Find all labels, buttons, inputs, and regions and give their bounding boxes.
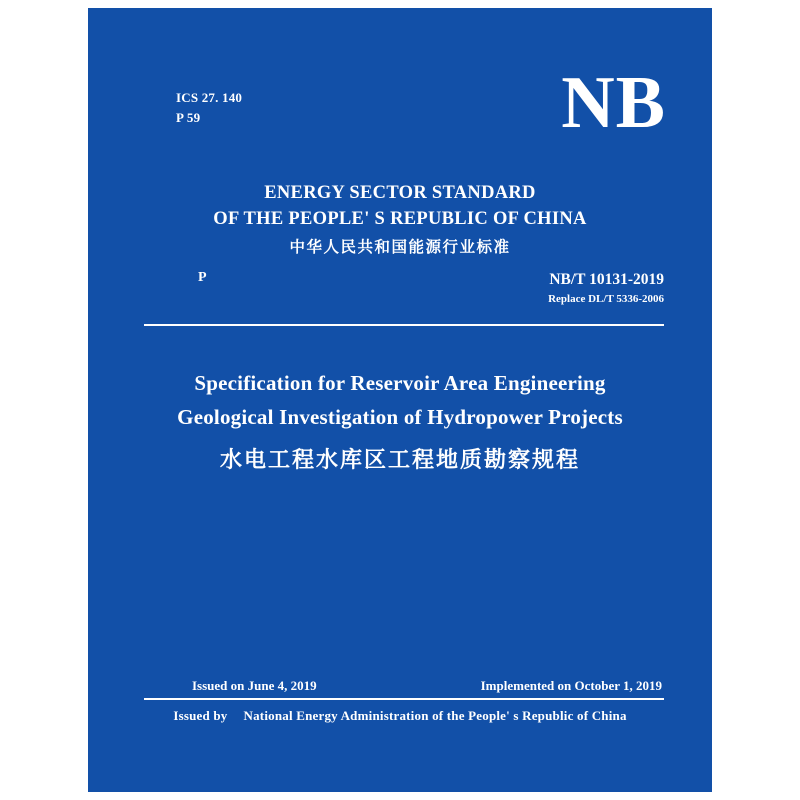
divider-top	[144, 324, 664, 326]
p-mark: P	[198, 270, 207, 285]
standard-number: NB/T 10131-2019	[549, 271, 664, 288]
issuer-row	[88, 708, 712, 724]
standard-cover	[88, 8, 712, 792]
standard-code-row	[88, 270, 712, 320]
document-title	[128, 366, 672, 484]
standard-header-chinese: 中华人民共和国能源行业标准	[289, 238, 511, 256]
title-english-line2: Geological Investigation of Hydropower Projects	[177, 405, 623, 429]
issuing-organization: National Energy Administration of the People' s Republic of China	[243, 708, 627, 723]
issued-by-label: Issued by	[173, 708, 228, 723]
title-chinese: 水电工程水库区工程地质勘察规程	[219, 448, 580, 473]
replaced-standard: Replace DL/T 5336-2006	[548, 293, 664, 305]
nb-logo: NB	[561, 62, 666, 144]
standard-header-line1: ENERGY SECTOR STANDARD	[264, 183, 536, 203]
title-english-line1: Specification for Reservoir Area Engineering	[194, 371, 606, 395]
standard-header-line2: OF THE PEOPLE' S REPUBLIC OF CHINA	[213, 209, 587, 229]
implemented-date: Implemented on October 1, 2019	[480, 678, 662, 693]
issued-date: Issued on June 4, 2019	[192, 678, 317, 693]
standard-header	[88, 180, 712, 262]
classification-code: P 59	[176, 110, 201, 125]
ics-number: ICS 27. 140	[176, 90, 243, 105]
divider-bottom	[144, 698, 664, 700]
date-row	[88, 678, 712, 700]
ics-classification-block	[176, 88, 242, 128]
